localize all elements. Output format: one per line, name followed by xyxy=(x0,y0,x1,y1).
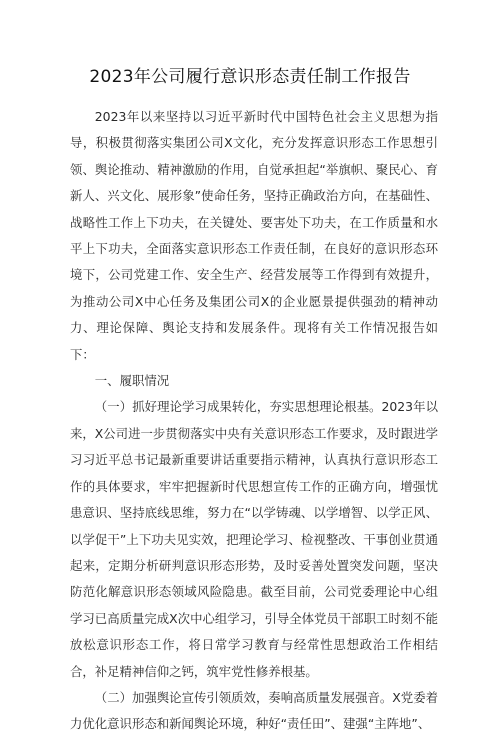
intro-paragraph: 2023年以来坚持以习近平新时代中国特色社会主义思想为指导，积极贯彻落实集团公司X文化，充分发挥意识形态工作思想引领、舆论推动、精神激励的作用，自觉承担起“举旗帜、聚民心、育新人、兴文化、展形象”使命任务，坚持正确政治方向，在基础性、战略性工作上下功夫，在关键处、要害处下功夫，在工作质量和水平上下功夫，全面落实意识形态工作责任制，在良好的意识形态环境下，公司党建工作、安全生产、经营发展等工作得到有效提升，为推动公司X中心任务及集团公司X的企业愿景提供强劲的精神动力、理论保障、舆论支持和发展条件。现将有关工作情况报告如下： xyxy=(70,109,438,362)
paragraph-publicity: （二）加强舆论宣传引领质效，奏响高质量发展强音。X党委着力优化意识形态和新闻舆论环境，种好“责任田”、建强“主阵地”、 xyxy=(70,689,438,732)
document-body xyxy=(70,104,438,738)
section-heading-duty: 一、履职情况 xyxy=(94,373,170,389)
document-title: 2023年公司履行意识形态责任制工作报告 xyxy=(89,67,411,87)
paragraph-theory-study: （一）抓好理论学习成果转化，夯实思想理论根基。2023年以来，X公司进一步贯彻落实中央有关意识形态工作要求，及时跟进学习习近平总书记最新重要讲话重要指示精神，认真执行意识形态工作的具体要求，牢牢把握新时代思想宣传工作的正确方向，增强忧患意识、坚持底线思维，努力在“以学铸魂、以学增智、以学正风、以学促干”上下功夫见实效，把理论学习、检视整改、干事创业贯通起来，定期分析研判意识形态形势，及时妥善处置突发问题，坚决防范化解意识形态领域风险隐患。截至目前，公司党委理论中心组学习已高质量完成X次中心组学习，引导全体党员干部职工时刻不能放松意识形态工作，将日常学习教育与经常性思想政治工作相结合，补足精神信仰之钙，筑牢党性修养根基。 xyxy=(70,399,438,679)
